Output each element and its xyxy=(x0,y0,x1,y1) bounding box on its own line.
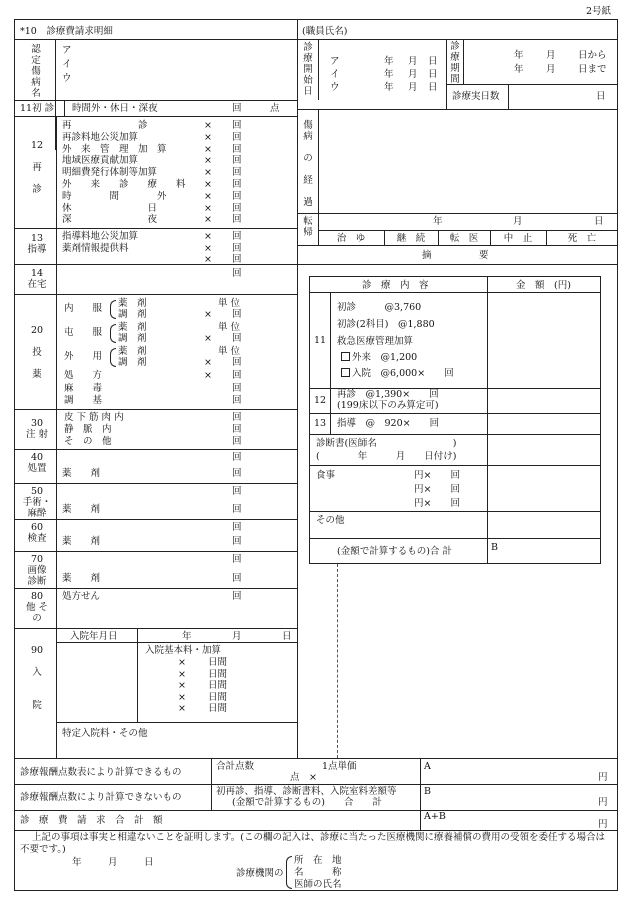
times-mark: × xyxy=(204,231,212,242)
surgery-label: 50 手術・ 麻酔 xyxy=(22,486,52,519)
meal-line2: 円× 回 xyxy=(414,484,460,495)
days-label: 日間 xyxy=(208,680,228,691)
times-mark: × xyxy=(204,143,212,155)
times-mark: × xyxy=(204,254,212,265)
days-label: 日間 xyxy=(208,668,228,680)
unit-label: 回 xyxy=(232,395,242,406)
row1-label: 診療報酬点数表により計算できるもの xyxy=(20,767,182,778)
times-mark: × xyxy=(204,370,212,381)
meal-line3: 円× 回 xyxy=(414,498,460,509)
r11-line3: 救急医療管理加算 xyxy=(337,336,414,347)
year-label: 年 xyxy=(384,69,394,80)
unit-label: 回 xyxy=(232,424,242,435)
course-label: 傷 病 の 経 過 xyxy=(303,120,313,208)
unit-label: 回 xyxy=(232,370,242,381)
initial-label: 11初 診 xyxy=(20,103,55,114)
r11-inpatient[interactable] xyxy=(341,368,454,379)
unit-label: 回 xyxy=(232,120,242,131)
unit-label: 回 xyxy=(232,452,242,463)
injection-item: 静 脈 内 xyxy=(64,424,112,435)
times-mark: × xyxy=(204,131,212,143)
unit-label: 回 xyxy=(232,131,242,143)
cert-day: 日 xyxy=(144,857,154,868)
times-mark: × xyxy=(178,668,186,680)
r11-line1: 初診 @3,760 xyxy=(337,302,422,313)
revisit-item: 明細費発行体制等加算 xyxy=(62,167,158,179)
times-mark: × xyxy=(204,333,212,344)
unit-label: 単 位 xyxy=(218,346,241,357)
r12-line1: 再診 @1,390× 回 xyxy=(337,389,439,400)
times-mark: × xyxy=(178,691,186,703)
revisit-item: 休 日 xyxy=(62,202,158,214)
med-other: 麻 毒 xyxy=(64,382,103,394)
month-label: 月 xyxy=(408,56,418,67)
basic-fee-label: 入院基本料・加算 xyxy=(145,645,222,656)
outpatient-label: 外来 @1,200 xyxy=(352,352,418,363)
surgery-item: 薬 剤 xyxy=(62,504,101,515)
month-label: 月 xyxy=(546,64,556,75)
times-mark: × xyxy=(204,309,212,320)
revisit-item: 再 診 xyxy=(62,120,148,131)
divider xyxy=(56,551,57,588)
admit-day: 日 xyxy=(282,631,292,642)
initial-unit: 回 xyxy=(232,103,242,114)
form-number: 2号紙 xyxy=(586,6,612,17)
revisit-item: 時 間 外 xyxy=(62,190,167,202)
row2-mid1: 初再診、指導、診断書料、入院室料差額等 xyxy=(216,786,397,797)
times-mark: × xyxy=(204,214,212,226)
cert-year: 年 xyxy=(72,857,82,868)
med-group-name: 外 用 xyxy=(64,351,103,362)
addr-line3: 医師の氏名 xyxy=(294,879,342,890)
outcome-year: 年 xyxy=(433,216,443,227)
times-mark: × xyxy=(204,357,212,368)
special-fee-label: 特定入院料・その他 xyxy=(62,728,148,739)
revisit-item: 地域医療貢献加算 xyxy=(62,155,139,167)
injection-item: そ の 他 xyxy=(64,436,112,447)
times-mark: × xyxy=(204,167,212,179)
disease-line-i[interactable]: イ xyxy=(62,59,72,70)
cert-line2: ( 年 月 日付け) xyxy=(316,451,457,462)
start-line[interactable]: ウ xyxy=(330,82,340,93)
unit-label: 回 xyxy=(232,504,242,515)
unit-label: 回 xyxy=(232,167,242,179)
outcome-month: 月 xyxy=(513,216,523,227)
dashed-guide xyxy=(337,564,338,758)
medication-label: 20 投 薬 xyxy=(30,325,44,380)
inpatient-checkbox[interactable] xyxy=(341,368,350,377)
inner-total-mark: B xyxy=(491,542,498,553)
inpatient-label: 入院 @6,000× 回 xyxy=(352,368,454,379)
year-label: 年 xyxy=(384,82,394,93)
other-label: 80 他 そ の xyxy=(25,591,49,624)
admit-month: 月 xyxy=(232,631,242,642)
divider xyxy=(490,230,491,245)
unit-label: 回 xyxy=(232,202,242,214)
unit-label: 回 xyxy=(232,436,242,447)
med-brace xyxy=(110,348,116,367)
days-label: 日間 xyxy=(208,657,228,668)
r11-line2: 初診(2科目) @1,880 xyxy=(337,319,435,330)
actual-days-unit: 日 xyxy=(596,91,606,102)
days-label: 日間 xyxy=(208,691,228,703)
med-sub: 調 剤 xyxy=(118,309,147,320)
row2-label: 診療報酬点数により計算できないもの xyxy=(20,792,182,803)
unit-label: 回 xyxy=(232,333,242,344)
row3-label: 診 療 費 請 求 合 計 額 xyxy=(20,815,163,826)
outcome-option[interactable]: 治 ゆ xyxy=(336,233,366,244)
guidance-item: 薬剤情報提供料 xyxy=(62,242,129,254)
exam-item: 薬 剤 xyxy=(62,536,101,547)
form-title: *10 診療費請求明細 xyxy=(20,26,113,37)
cert-month: 月 xyxy=(108,857,118,868)
divider xyxy=(438,230,439,245)
r13-line: 指導 @ 920× 回 xyxy=(337,418,440,429)
month-label: 月 xyxy=(408,69,418,80)
row11-code: 11 xyxy=(314,335,327,346)
times-mark: × xyxy=(204,155,212,167)
times-mark: × xyxy=(178,680,186,691)
unit-label: 単 位 xyxy=(218,322,241,333)
initial-item: 時間外・休日・深夜 xyxy=(72,103,158,114)
r11-outpatient[interactable] xyxy=(341,352,417,363)
exam-label: 60 検査 xyxy=(27,522,47,544)
revisit-item: 深 夜 xyxy=(62,214,158,226)
unit-label: 回 xyxy=(232,309,242,320)
times-mark: × xyxy=(204,242,212,254)
year-label: 年 xyxy=(514,50,524,61)
institution-label: 診療機関の xyxy=(236,868,284,879)
outcome-option[interactable]: 転 医 xyxy=(449,233,479,244)
unit-label: 回 xyxy=(232,591,242,602)
injection-item: 皮 下 筋 肉 内 xyxy=(64,412,124,423)
certification-text: 上記の事項は事実と相違ないことを証明します。(この欄の記入は、診療に当たった医療機関に療養補償の費用の受領を委任する場合は不要です。) xyxy=(20,832,605,855)
unit-label: 回 xyxy=(232,179,242,190)
initial-unit-points: 点 xyxy=(270,103,280,114)
col-amount-header: 金 額 (円) xyxy=(516,280,571,291)
days-label: 日間 xyxy=(208,703,228,714)
year-label: 年 xyxy=(514,64,524,75)
staff-name-label: (職員氏名) xyxy=(302,26,348,37)
imaging-label: 70 画像 診断 xyxy=(27,554,47,587)
times-mark: × xyxy=(204,179,212,190)
times-mark: × xyxy=(204,120,212,131)
unit-label: 回 xyxy=(232,231,242,242)
year-label: 年 xyxy=(384,56,394,67)
divider xyxy=(384,230,385,245)
row2-mark: B xyxy=(424,786,431,797)
row13-code: 13 xyxy=(314,418,327,429)
unit-label: 回 xyxy=(232,382,242,394)
unit-label: 回 xyxy=(232,242,242,254)
row1-mark: A xyxy=(424,761,431,772)
times-mark: × xyxy=(204,202,212,214)
med-sub: 薬 剤 xyxy=(118,322,147,333)
inner-total-label: (金額で計算するもの)合 計 xyxy=(337,546,452,557)
disease-line-u[interactable]: ウ xyxy=(62,73,72,84)
day-label: 日から xyxy=(578,50,607,61)
day-label: 日 xyxy=(428,56,438,67)
divider xyxy=(546,230,547,245)
unit-label: 回 xyxy=(232,143,242,155)
outpatient-checkbox[interactable] xyxy=(341,352,350,361)
summary-label: 摘 要 xyxy=(422,250,489,261)
disease-line-a[interactable]: ア xyxy=(62,45,72,56)
med-sub: 薬 剤 xyxy=(118,346,147,357)
procedure-label: 40 処置 xyxy=(27,452,47,474)
start-line[interactable]: イ xyxy=(330,69,340,80)
med-group-name: 屯 服 xyxy=(64,327,103,338)
institution-brace xyxy=(286,856,292,889)
unit-label: 回 xyxy=(232,468,242,479)
cert-line1: 診断書(医師名 ) xyxy=(316,438,457,449)
med-sub: 調 剤 xyxy=(118,333,147,344)
meal-line1: 円× 回 xyxy=(414,470,460,481)
unit-label: 回 xyxy=(232,155,242,167)
outcome-day: 日 xyxy=(594,216,604,227)
divider xyxy=(56,483,57,519)
injection-label: 30 注 射 xyxy=(25,418,49,440)
outcome-option[interactable]: 死 亡 xyxy=(567,233,597,244)
period-label: 診 療 期 間 xyxy=(450,41,460,85)
row3-mark: A+B xyxy=(424,811,446,822)
divider xyxy=(56,588,57,628)
other-label: その他 xyxy=(316,515,345,526)
row1-yen: 円 xyxy=(598,772,608,783)
times-mark: × xyxy=(178,657,186,668)
start-line[interactable]: ア xyxy=(330,56,340,67)
unit-label: 回 xyxy=(232,190,242,202)
med-group-name: 内 服 xyxy=(64,303,103,314)
unit-label: 回 xyxy=(232,536,242,547)
med-brace xyxy=(110,300,116,319)
row1-mid2: 1点単価 xyxy=(322,761,357,772)
col-content-header: 診 療 内 容 xyxy=(362,280,429,291)
med-other: 処 方 xyxy=(64,370,103,381)
unit-label: 回 xyxy=(232,486,242,497)
outcome-label: 転 帰 xyxy=(303,216,313,238)
times-mark: × xyxy=(178,703,186,714)
outcome-option[interactable]: 中 止 xyxy=(503,233,533,244)
start-date-label: 診 療 開 始 日 xyxy=(303,42,313,97)
day-label: 日まで xyxy=(578,64,607,75)
divider xyxy=(56,449,57,483)
row3-yen: 円 xyxy=(598,819,608,830)
admit-year: 年 xyxy=(182,631,192,642)
unit-label: 回 xyxy=(232,554,242,565)
unit-label: 単 位 xyxy=(218,298,241,309)
actual-days-label: 診療実日数 xyxy=(452,91,500,102)
day-label: 日 xyxy=(428,69,438,80)
med-other: 調 基 xyxy=(64,395,103,406)
admit-date-label: 入院年月日 xyxy=(70,631,118,642)
procedure-item: 薬 剤 xyxy=(62,468,101,479)
row2-yen: 円 xyxy=(598,797,608,808)
divider xyxy=(56,519,57,551)
unit-label: 回 xyxy=(232,254,242,265)
revisit-item: 外 来 管 理 加 算 xyxy=(62,143,167,155)
meal-label: 食事 xyxy=(316,470,336,481)
row1-mid1: 合計点数 xyxy=(216,761,255,772)
revisit-item: 外 来 診 療 料 xyxy=(62,179,186,190)
revisit-label: 12 再 診 xyxy=(30,140,44,195)
day-label: 日 xyxy=(428,82,438,93)
unit-label: 回 xyxy=(232,573,242,584)
unit-label: 回 xyxy=(232,214,242,226)
revisit-item: 再診料地公災加算 xyxy=(62,131,139,143)
addr-line2: 名 称 xyxy=(294,867,342,878)
month-label: 月 xyxy=(546,50,556,61)
other-item: 処方せん xyxy=(62,591,101,602)
row2-mid2: (金額で計算するもの) 合 計 xyxy=(232,797,382,808)
imaging-item: 薬 剤 xyxy=(62,573,101,584)
outcome-option[interactable]: 継 続 xyxy=(396,233,426,244)
disease-label: 認 定 傷 病 名 xyxy=(31,44,41,99)
month-label: 月 xyxy=(408,82,418,93)
guidance-item: 指導料地公災加算 xyxy=(62,231,139,242)
guidance-label: 13 指導 xyxy=(27,233,47,255)
row1-mid3: 点 × xyxy=(290,772,317,783)
times-mark: × xyxy=(204,190,212,202)
unit-label: 回 xyxy=(232,357,242,368)
r12-line2: (199床以下のみ算定可) xyxy=(337,400,439,411)
home-label: 14 在宅 xyxy=(27,268,47,290)
addr-line1: 所 在 地 xyxy=(294,855,342,866)
home-unit: 回 xyxy=(232,268,242,279)
med-brace xyxy=(110,324,116,343)
unit-label: 回 xyxy=(232,412,242,423)
med-sub: 調 剤 xyxy=(118,357,147,368)
hospitalization-label: 90 入 院 xyxy=(30,645,44,711)
row12-code: 12 xyxy=(314,395,327,406)
unit-label: 回 xyxy=(232,522,242,533)
med-sub: 薬 剤 xyxy=(118,298,147,309)
